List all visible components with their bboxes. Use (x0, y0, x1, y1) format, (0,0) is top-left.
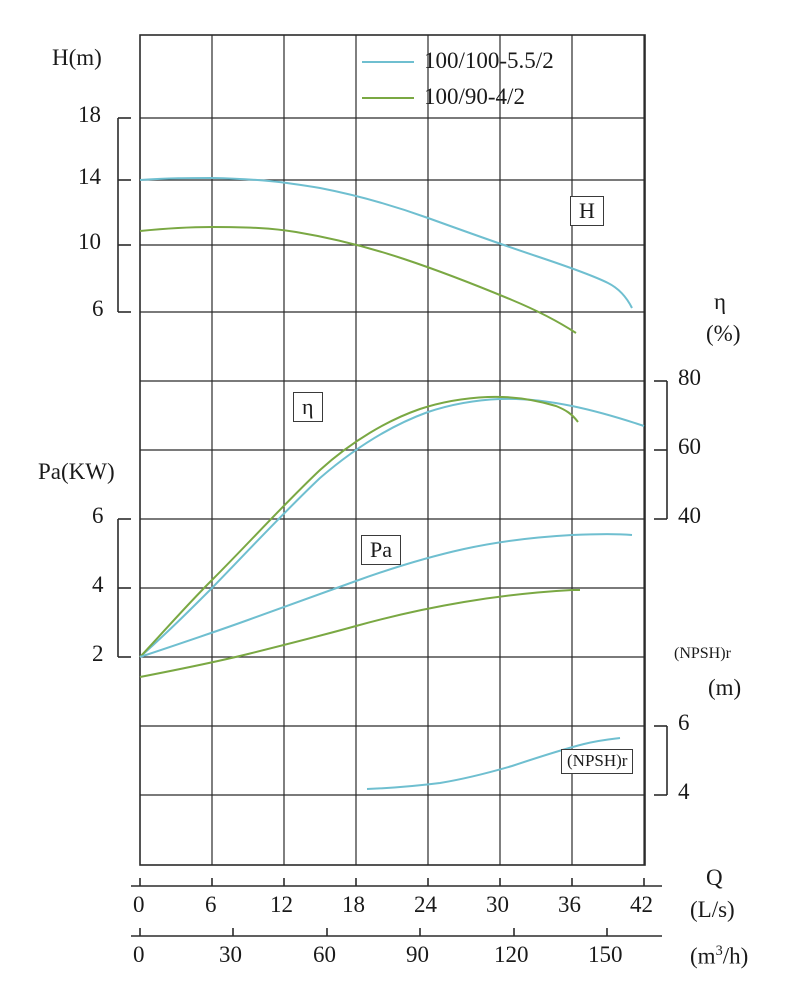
x-tick-30: 30 (486, 892, 509, 917)
x-axis-secondary-line (131, 928, 662, 936)
npsh-axis-unit: (m) (708, 675, 742, 700)
legend-item-1-label: 100/100-5.5/2 (424, 48, 554, 73)
npsh-tick-4: 4 (678, 779, 690, 804)
eta-axis-scale (654, 381, 667, 519)
x2-tick-30: 30 (219, 942, 242, 967)
x-tick-0: 0 (133, 892, 145, 917)
annotation-pa: Pa (361, 535, 401, 565)
annotation-h: H (570, 196, 604, 226)
npsh-axis-title: (NPSH)r (674, 645, 731, 662)
eta-tick-60: 60 (678, 434, 701, 459)
pa-axis-title: Pa(KW) (38, 459, 115, 484)
x2-tick-90: 90 (406, 942, 429, 967)
npsh-tick-6: 6 (678, 710, 690, 735)
x-tick-36: 36 (558, 892, 581, 917)
x-tick-6: 6 (205, 892, 217, 917)
eta-tick-40: 40 (678, 503, 701, 528)
npsh-axis-scale (654, 726, 667, 795)
x2-tick-60: 60 (313, 942, 336, 967)
x-tick-24: 24 (414, 892, 437, 917)
eta-axis-title: η (714, 289, 727, 314)
pa-tick-4: 4 (92, 572, 104, 597)
x-tick-18: 18 (342, 892, 365, 917)
pa-tick-6: 6 (92, 503, 104, 528)
h-tick-18: 18 (78, 102, 101, 127)
pa-tick-2: 2 (92, 641, 104, 666)
annotation-eta: η (293, 392, 323, 422)
q-axis-title: Q (706, 865, 723, 890)
eta-axis-unit: (%) (706, 321, 741, 346)
eta-tick-80: 80 (678, 365, 701, 390)
q-axis-unit2-tail: /h) (722, 943, 749, 969)
h-axis-scale (118, 118, 131, 312)
h-axis-title: H(m) (52, 45, 102, 70)
x-tick-42: 42 (630, 892, 653, 917)
h-tick-14: 14 (78, 164, 101, 189)
x2-tick-150: 150 (588, 942, 623, 967)
q-axis-unit-secondary (690, 944, 748, 969)
x2-tick-120: 120 (494, 942, 529, 967)
x2-tick-0: 0 (133, 942, 145, 967)
q-axis-unit: (L/s) (690, 897, 735, 922)
annotation-npsh: (NPSH)r (561, 749, 633, 774)
h-tick-10: 10 (78, 229, 101, 254)
q-axis-unit2-sup: 3 (715, 943, 723, 959)
x-tick-12: 12 (270, 892, 293, 917)
x-axis-primary-line (131, 878, 662, 886)
h-tick-6: 6 (92, 296, 104, 321)
legend-item-2-label: 100/90-4/2 (424, 84, 525, 109)
q-axis-unit2-main: (m (690, 943, 716, 969)
pa-axis-scale (118, 519, 131, 657)
